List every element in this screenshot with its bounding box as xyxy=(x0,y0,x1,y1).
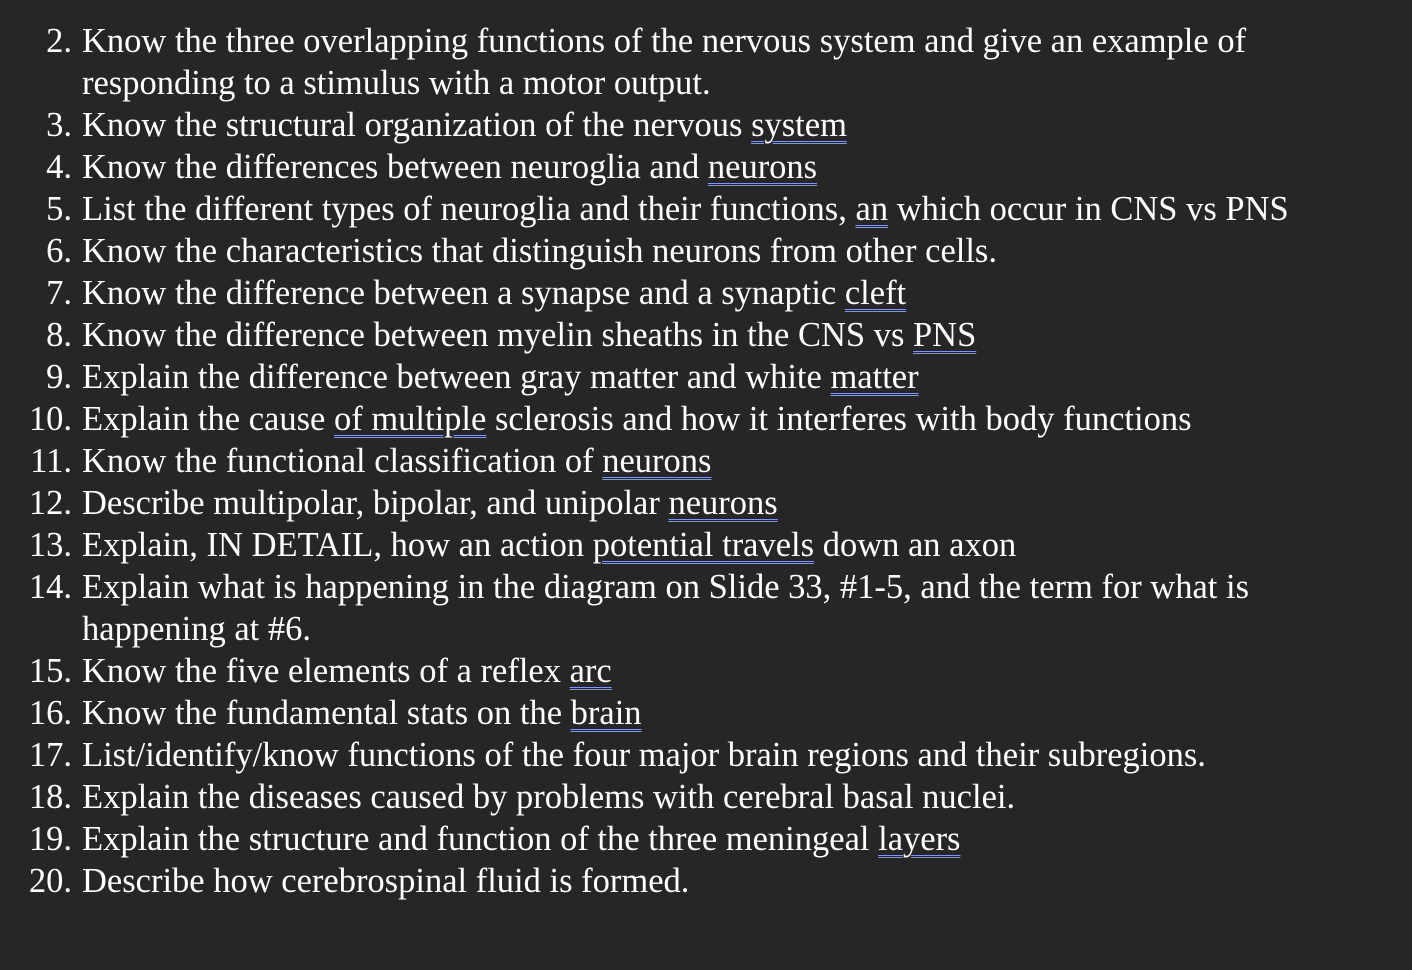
item-number: 16. xyxy=(28,694,72,732)
item-line xyxy=(82,524,1400,566)
line-text: Know the differences between neuroglia and xyxy=(82,148,708,186)
line-text: Explain the cause xyxy=(82,400,334,438)
grammar-underlined-word[interactable]: layers xyxy=(878,820,961,858)
line-text: Explain the difference between gray matter and white xyxy=(82,358,831,396)
line-text: Know the functional classification of xyxy=(82,442,603,480)
grammar-underlined-word[interactable]: PNS xyxy=(913,316,977,354)
item-number: 4. xyxy=(46,148,72,186)
grammar-underlined-word[interactable]: matter xyxy=(830,358,919,396)
item-line xyxy=(82,692,1400,734)
item-line xyxy=(82,566,1400,608)
list-item xyxy=(0,650,1400,692)
grammar-underlined-word[interactable]: neurons xyxy=(707,148,818,186)
item-number: 12. xyxy=(28,484,72,522)
grammar-underlined-word[interactable]: potential travels xyxy=(592,526,815,564)
item-line xyxy=(82,62,1400,104)
item-line xyxy=(82,440,1400,482)
list-item xyxy=(0,734,1400,776)
item-text xyxy=(82,818,1400,860)
grammar-underlined-word[interactable]: system xyxy=(751,106,847,144)
item-line xyxy=(82,734,1400,776)
item-line xyxy=(82,650,1400,692)
objectives-list xyxy=(0,20,1400,902)
item-text xyxy=(82,524,1400,566)
grammar-underlined-word[interactable]: arc xyxy=(569,652,612,690)
line-text: Explain the diseases caused by problems with cerebral basal nuclei. xyxy=(82,778,1016,816)
item-number: 2. xyxy=(46,22,72,60)
item-number: 6. xyxy=(46,232,72,270)
list-item xyxy=(0,104,1400,146)
list-item xyxy=(0,440,1400,482)
item-number: 7. xyxy=(46,274,72,312)
line-text-after: which occur in CNS vs PNS xyxy=(888,190,1289,228)
item-number: 18. xyxy=(28,778,72,816)
item-number: 5. xyxy=(46,190,72,228)
grammar-underlined-word[interactable]: of multiple xyxy=(333,400,487,438)
item-number: 15. xyxy=(28,652,72,690)
item-line xyxy=(82,356,1400,398)
item-line xyxy=(82,272,1400,314)
item-number: 9. xyxy=(46,358,72,396)
item-line xyxy=(82,146,1400,188)
list-item xyxy=(0,230,1400,272)
item-line xyxy=(82,482,1400,524)
item-text xyxy=(82,20,1400,104)
list-item xyxy=(0,860,1400,902)
item-text xyxy=(82,734,1400,776)
item-line xyxy=(82,314,1400,356)
item-text xyxy=(82,188,1400,230)
item-text xyxy=(82,692,1400,734)
item-text xyxy=(82,104,1400,146)
line-text-after: down an axon xyxy=(814,526,1017,564)
item-text xyxy=(82,356,1400,398)
list-item xyxy=(0,482,1400,524)
item-number: 3. xyxy=(46,106,72,144)
line-text: Explain the structure and function of the three meningeal xyxy=(82,820,879,858)
line-text: Know the difference between myelin sheaths in the CNS vs xyxy=(82,316,913,354)
list-item xyxy=(0,566,1400,650)
item-number: 20. xyxy=(28,862,72,900)
item-number: 13. xyxy=(28,526,72,564)
grammar-underlined-word[interactable]: neurons xyxy=(668,484,778,522)
item-text xyxy=(82,398,1400,440)
line-text: Know the difference between a synapse and a synaptic xyxy=(82,274,845,312)
list-item xyxy=(0,356,1400,398)
list-item xyxy=(0,188,1400,230)
item-line xyxy=(82,860,1400,902)
item-line xyxy=(82,230,1400,272)
list-item xyxy=(0,776,1400,818)
line-text: Describe how cerebrospinal fluid is formed. xyxy=(82,862,690,900)
list-item xyxy=(0,524,1400,566)
item-line xyxy=(82,818,1400,860)
list-item xyxy=(0,272,1400,314)
line-text: Know the fundamental stats on the xyxy=(82,694,571,732)
line-text: Explain what is happening in the diagram on Slide 33, #1-5, and the term for what is xyxy=(82,568,1250,606)
list-item xyxy=(0,692,1400,734)
item-line xyxy=(82,188,1400,230)
list-item xyxy=(0,146,1400,188)
line-text-after: sclerosis and how it interferes with body functions xyxy=(486,400,1192,438)
item-line xyxy=(82,104,1400,146)
item-text xyxy=(82,440,1400,482)
list-item xyxy=(0,20,1400,104)
item-text xyxy=(82,314,1400,356)
line-text: Know the characteristics that distinguish neurons from other cells. xyxy=(82,232,997,270)
line-text: Know the structural organization of the nervous xyxy=(82,106,752,144)
grammar-underlined-word[interactable]: neurons xyxy=(602,442,712,480)
line-text: Know the five elements of a reflex xyxy=(82,652,570,690)
item-number: 8. xyxy=(46,316,72,354)
line-text: List/identify/know functions of the four major brain regions and their subregions. xyxy=(82,736,1206,774)
item-text xyxy=(82,146,1400,188)
line-text: Explain, IN DETAIL, how an action xyxy=(82,526,593,564)
line-text: List the different types of neuroglia and their functions, xyxy=(82,190,856,228)
item-number: 19. xyxy=(28,820,72,858)
item-number: 14. xyxy=(28,568,72,606)
line-text: Know the three overlapping functions of the nervous system and give an example of xyxy=(82,22,1247,60)
grammar-underlined-word[interactable]: brain xyxy=(570,694,642,732)
item-line xyxy=(82,398,1400,440)
item-text xyxy=(82,566,1400,650)
item-text xyxy=(82,272,1400,314)
list-item xyxy=(0,818,1400,860)
line-text: happening at #6. xyxy=(82,610,311,648)
list-item xyxy=(0,398,1400,440)
grammar-underlined-word[interactable]: cleft xyxy=(844,274,907,312)
item-text xyxy=(82,860,1400,902)
item-line xyxy=(82,608,1400,650)
item-text xyxy=(82,482,1400,524)
list-item xyxy=(0,314,1400,356)
item-line xyxy=(82,20,1400,62)
item-text xyxy=(82,230,1400,272)
item-text xyxy=(82,776,1400,818)
item-number: 11. xyxy=(30,442,72,480)
item-number: 17. xyxy=(28,736,72,774)
line-text: responding to a stimulus with a motor output. xyxy=(82,64,711,102)
item-line xyxy=(82,776,1400,818)
item-text xyxy=(82,650,1400,692)
grammar-underlined-word[interactable]: an xyxy=(855,190,889,228)
line-text: Describe multipolar, bipolar, and unipolar xyxy=(82,484,669,522)
item-number: 10. xyxy=(28,400,72,438)
